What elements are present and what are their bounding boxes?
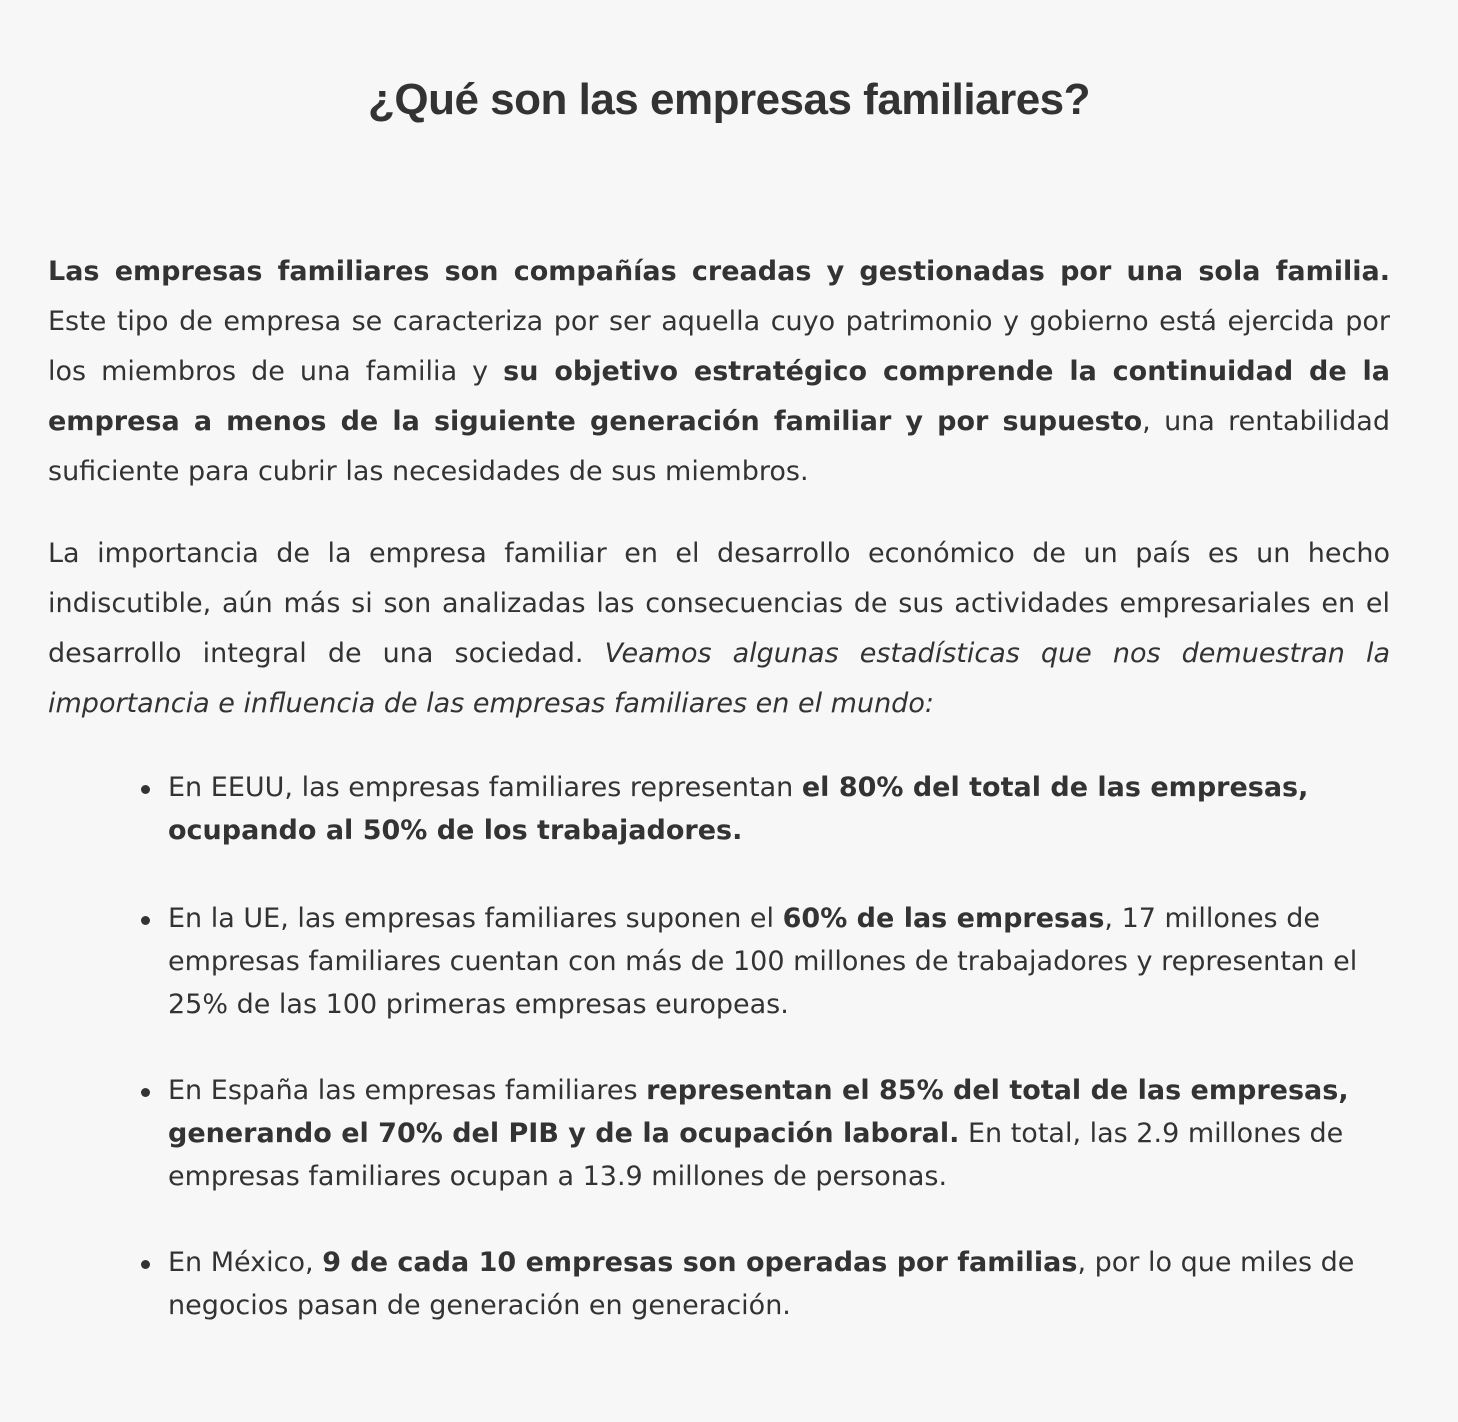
intro-text-1: Este tipo de empresa se caracteriza por ser aquella cuyo patrimonio y gobierno está ejercida por los miembros de una familia y	[48, 306, 1390, 387]
intro-text-2: , una rentabilidad suficiente para cubrir las necesidades de sus miembros.	[48, 406, 1390, 487]
list-item-spain	[168, 1069, 1390, 1198]
usa-bold: el 80% del total de las empresas, ocupando al 50% de los trabajadores.	[168, 772, 1309, 846]
mexico-bold: 9 de cada 10 empresas son operadas por familias	[322, 1247, 1078, 1278]
mexico-text-2: , por lo que miles de negocios pasan de generación en generación.	[168, 1247, 1355, 1321]
spain-text-2: En total, las 2.9 millones de empresas familiares ocupan a 13.9 millones de personas.	[168, 1118, 1344, 1192]
importance-italic: Veamos algunas estadísticas que nos demuestran la importancia e influencia de las empresas familiares en el mundo:	[48, 638, 1390, 719]
bullet-icon	[141, 785, 150, 794]
eu-text-1: En la UE, las empresas familiares suponen el	[168, 903, 783, 934]
importance-paragraph	[48, 529, 1390, 729]
spain-bold: representan el 85% del total de las empresas, generando el 70% del PIB y de la ocupación laboral.	[168, 1075, 1349, 1149]
list-item-usa	[168, 766, 1390, 852]
importance-text: La importancia de la empresa familiar en el desarrollo económico de un país es un hecho indiscutible, aún más si son analizadas las consecuencias de sus actividades empresariales en el desarrollo integral de una sociedad.	[48, 538, 1390, 669]
intro-bold-objective: su objetivo estratégico comprende la continuidad de la empresa a menos de la siguiente generación familiar y por supuesto	[48, 356, 1390, 437]
usa-text: En EEUU, las empresas familiares representan	[168, 772, 802, 803]
eu-text-2: , 17 millones de empresas familiares cuentan con más de 100 millones de trabajadores y representan el 25% de las 100 primeras empresas europeas.	[168, 903, 1358, 1020]
eu-bold: 60% de las empresas	[782, 903, 1105, 934]
list-item-mexico	[168, 1241, 1390, 1327]
bullet-icon	[141, 1260, 150, 1269]
bullet-icon	[141, 916, 150, 925]
bullet-icon	[141, 1088, 150, 1097]
list-item-eu	[168, 897, 1390, 1026]
mexico-text-1: En México,	[168, 1247, 323, 1278]
spain-text-1: En España las empresas familiares	[168, 1075, 647, 1106]
intro-bold-definition: Las empresas familiares son compañías creadas y gestionadas por una sola familia.	[48, 256, 1390, 287]
page-title: ¿Qué son las empresas familiares?	[367, 75, 1091, 124]
intro-paragraph	[48, 247, 1390, 497]
